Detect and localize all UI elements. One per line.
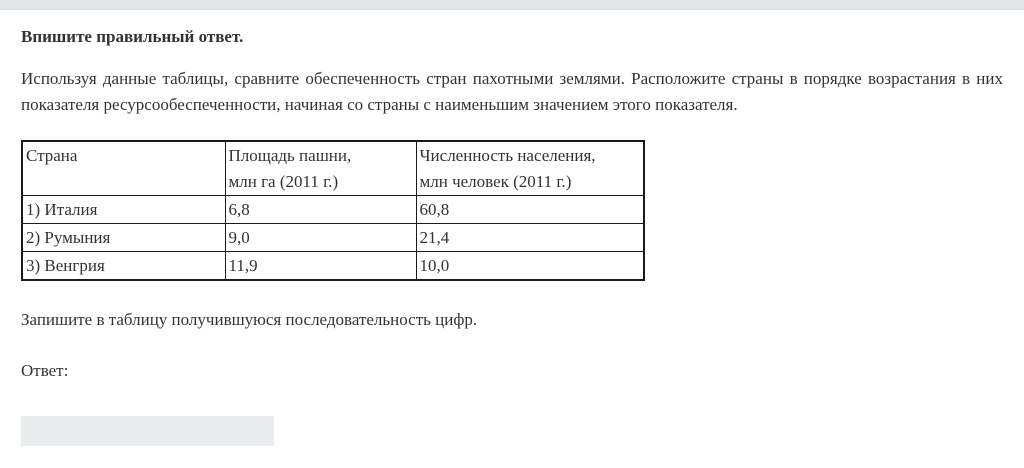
cell-area: 11,9 (225, 252, 416, 281)
cell-population: 21,4 (416, 224, 644, 252)
cell-country: 2) Румыния (22, 224, 225, 252)
cell-country: 1) Италия (22, 196, 225, 224)
table-row (22, 196, 644, 224)
question-text: Используя данные таблицы, сравните обеспеченность стран пахотными землями. Расположите страны в порядке возрастания в них показателя ресурсообеспеченности, начиная со страны с наименьшим значением этого показателя. (21, 69, 1003, 114)
answer-input[interactable] (21, 416, 274, 446)
header-population (416, 141, 644, 196)
header-population-line1: Численность населения, (419, 146, 596, 165)
note-text: Запишите в таблицу получившуюся последовательность цифр. (21, 310, 478, 329)
top-bar (0, 0, 1024, 10)
cell-population: 60,8 (416, 196, 644, 224)
table-header-row (22, 141, 644, 196)
answer-label: Ответ: (21, 361, 69, 380)
cell-area: 6,8 (225, 196, 416, 224)
header-area (225, 141, 416, 196)
table-row (22, 224, 644, 252)
cell-country: 3) Венгрия (22, 252, 225, 281)
question-page (0, 28, 1024, 446)
header-population-line2: млн человек (2011 г.) (419, 172, 572, 191)
header-country (22, 141, 225, 196)
table-row (22, 252, 644, 281)
header-country-line1: Страна (26, 146, 78, 165)
header-area-line2: млн га (2011 г.) (228, 172, 339, 191)
cell-area: 9,0 (225, 224, 416, 252)
cell-population: 10,0 (416, 252, 644, 281)
header-area-line1: Площадь пашни, (228, 146, 352, 165)
question-heading: Впишите правильный ответ. (21, 27, 244, 46)
data-table (21, 140, 645, 281)
